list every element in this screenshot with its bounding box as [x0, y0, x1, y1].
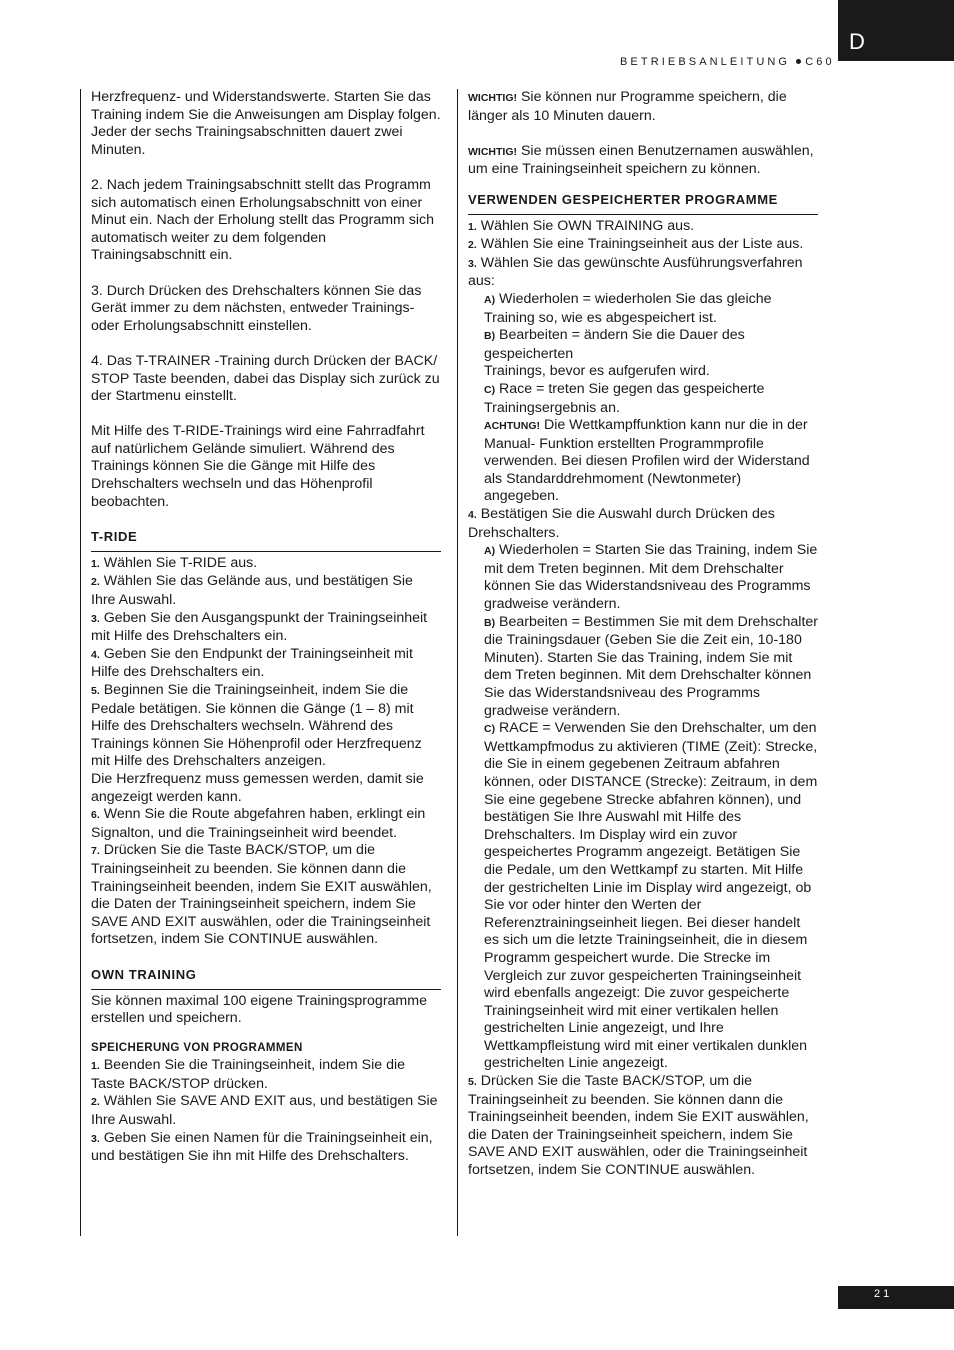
intro-paragraph: Mit Hilfe des T-RIDE-Trainings wird eine Fahrradfahrt auf natürlichem Gelände simuliert. Während des Trainings können Sie die Gänge mit Hilfe des Drehschalters wechseln und das Höhenprofil beobachten.: [91, 423, 425, 510]
page-number: 21: [838, 1286, 954, 1309]
section-heading-t-ride: T-RIDE: [91, 528, 441, 552]
model-name: C60: [805, 56, 835, 68]
warning-note: ACHTUNG! Die Wettkampffunktion kann nur die in der Manual- Funktion erstellten Programmprofile verwenden. Bei diesen Profilen wird der Widerstand als Standarddrehmoment (Newtonmeter) angegeben.: [484, 417, 810, 505]
list-item: Die Herzfrequenz muss gemessen werden, damit sie angezeigt werden kann.: [91, 770, 424, 805]
language-code: D: [849, 29, 865, 54]
sub-item: C) RACE = Verwenden Sie den Drehschalter, um den Wettkampfmodus zu aktivieren (TIME (Zeit): Strecke, die Sie in einem gegebenen Zeitraum abfahren können, oder DISTANCE (Strecke): Zeitraum, in dem Sie eine gegebene Strecke abfahren können), und bestätigen Sie Ihre Auswahl mit Hilfe des Drehschalters. Im Display wird ein zuvor gespeichertes Programm angezeigt. Betätigen Sie die Pedale, um den Wettkampf zu starten. Mit Hilfe der gestrichelten Linie im Display wird angezeigt, ob Sie vor oder hinter den Werten der Referenztrainingseinheit liegen. Bei dieser handelt es sich um die letzte Trainingseinheit, die in diesem Programm gespeichert wurde. Die Strecke im Vergleich zur zuvor gespeicherten Trainingseinheit wird ebenfalls angezeigt: Die zuvor gespeicherte Trainingseinheit wird mit einer vertikalen hellen gestrichelten Linie angezeigt, und Ihre Wettkampfleistung wird mit einer vertikalen dunklen gestrichelten Linie angezeigt.: [484, 720, 818, 1072]
list-item: 2. Wählen Sie das Gelände aus, und bestätigen Sie Ihre Auswahl.: [91, 573, 413, 609]
list-item: 1. Wählen Sie T-RIDE aus.: [91, 554, 258, 571]
section-heading-use-saved: VERWENDEN GESPEICHERTER PROGRAMME: [468, 191, 818, 215]
sub-item: B) Bearbeiten = ändern Sie die Dauer des gespeicherten: [484, 327, 745, 362]
sub-item: A) Wiederholen = Starten Sie das Training, indem Sie mit dem Treten beginnen. Mit dem Drehschalter können Sie das Widerstandsniveau des Programms gradweise verändern.: [484, 542, 818, 613]
list-item: 2. Wählen Sie eine Trainingseinheit aus der Liste aus.: [468, 236, 804, 253]
intro-paragraph: 3. Durch Drücken des Drehschalters können Sie das Gerät immer zu dem nächsten, entweder Trainings- oder Erholungsabschnitt einstellen.: [91, 282, 422, 334]
running-header: [620, 56, 835, 68]
sub-item: Trainings, bevor es aufgerufen wird.: [484, 363, 710, 380]
list-item: 7. Drücken Sie die Taste BACK/STOP, um die Trainingseinheit zu beenden. Sie können dann die Trainingseinheit beenden, indem Sie EXIT auswählen, die Daten der Trainingseinheit speichern, indem Sie SAVE AND EXIT auswählen, oder die Trainingseinheit fortsetzen, indem Sie CONTINUE auswählen.: [91, 842, 432, 948]
list-item: 3. Geben Sie den Ausgangspunkt der Trainingseinheit mit Hilfe des Drehschalters ein.: [91, 609, 428, 645]
list-item: 5. Drücken Sie die Taste BACK/STOP, um die Trainingseinheit zu beenden. Sie können dann die Trainingseinheit beenden, indem Sie EXIT auswählen, die Daten der Trainingseinheit speichern, indem Sie SAVE AND EXIT auswählen, oder die Trainingseinheit fortsetzen, indem Sie CONTINUE auswählen.: [468, 1073, 809, 1179]
list-item: 5. Beginnen Sie die Trainingseinheit, indem Sie die Pedale betätigen. Sie können die Gänge (1 – 8) mit Hilfe des Drehschalters wechseln. Während des Trainings können Sie Höhenprofil oder Herzfrequenz mit Hilfe des Drehschalters anzeigen.: [91, 682, 422, 770]
note: WICHTIG! Sie können nur Programme speichern, die länger als 10 Minuten dauern.: [468, 89, 787, 124]
column-rule-left: [80, 89, 81, 1236]
subheading-save-programs: SPEICHERUNG VON PROGRAMMEN: [91, 1041, 303, 1054]
own-training-text: Sie können maximal 100 eigene Trainingsprogramme erstellen und speichern.: [91, 992, 427, 1027]
sub-item: C) Race = treten Sie gegen das gespeicherte Trainingsergebnis an.: [484, 380, 765, 416]
list-item: 6. Wenn Sie die Route abgefahren haben, erklingt ein Signalton, und die Trainingseinheit wird beendet.: [91, 806, 426, 841]
list-item: 3. Geben Sie einen Namen für die Trainingseinheit ein, und bestätigen Sie ihn mit Hilfe des Drehschalters.: [91, 1129, 433, 1165]
list-item: 4. Geben Sie den Endpunkt der Trainingseinheit mit Hilfe des Drehschalters ein.: [91, 645, 413, 681]
list-item: 4. Bestätigen Sie die Auswahl durch Drücken des Drehschalters.: [468, 506, 775, 541]
column-rule-middle: [457, 89, 458, 1236]
left-column: [91, 89, 441, 1166]
sub-item: A) Wiederholen = wiederholen Sie das gleiche Training so, wie es abgespeichert ist.: [484, 290, 772, 326]
right-column: [468, 89, 818, 1180]
section-heading-own-training: OWN TRAINING: [91, 966, 441, 990]
list-item: 1. Wählen Sie OWN TRAINING aus.: [468, 217, 695, 234]
language-tab: [838, 0, 954, 61]
list-item: 3. Wählen Sie das gewünschte Ausführungsverfahren aus:: [468, 254, 803, 290]
intro-paragraph: 2. Nach jedem Trainingsabschnitt stellt das Programm sich automatisch einen Erholungsabschnitt von einer Minut ein. Nach der Erholung stellt das Programm sich automatisch weiter zu dem folgenden Trainingsabschnitt ein.: [91, 176, 435, 264]
note: WICHTIG! Sie müssen einen Benutzernamen auswählen, um eine Trainingseinheit speichern zu können.: [468, 142, 814, 178]
list-item: 2. Wählen Sie SAVE AND EXIT aus, und bestätigen Sie Ihre Auswahl.: [91, 1093, 438, 1129]
sub-item: B) Bearbeiten = Bestimmen Sie mit dem Drehschalter die Trainingsdauer (Geben Sie die Zeit ein, 10-180 Minuten). Starten Sie das Training, indem Sie mit dem Treten beginnen. Mit dem Drehschalter können Sie das Widerstandsniveau des Programms gradweise verändern.: [484, 613, 819, 719]
intro-paragraph: 4. Das T-TRAINER -Training durch Drücken der BACK/ STOP Taste beenden, dabei das Display sich zurück zu der Startmenu einstellt.: [91, 352, 440, 405]
intro-paragraph: Herzfrequenz- und Widerstandswerte. Starten Sie das Training indem Sie die Anweisungen am Display folgen. Jeder der sechs Trainingsabschnitten dauert zwei Minuten.: [91, 89, 441, 158]
list-item: 1. Beenden Sie die Trainingseinheit, indem Sie die Taste BACK/STOP drücken.: [91, 1057, 406, 1092]
bullet-dot-icon: [796, 59, 801, 64]
manual-title: BETRIEBSANLEITUNG: [620, 56, 791, 68]
